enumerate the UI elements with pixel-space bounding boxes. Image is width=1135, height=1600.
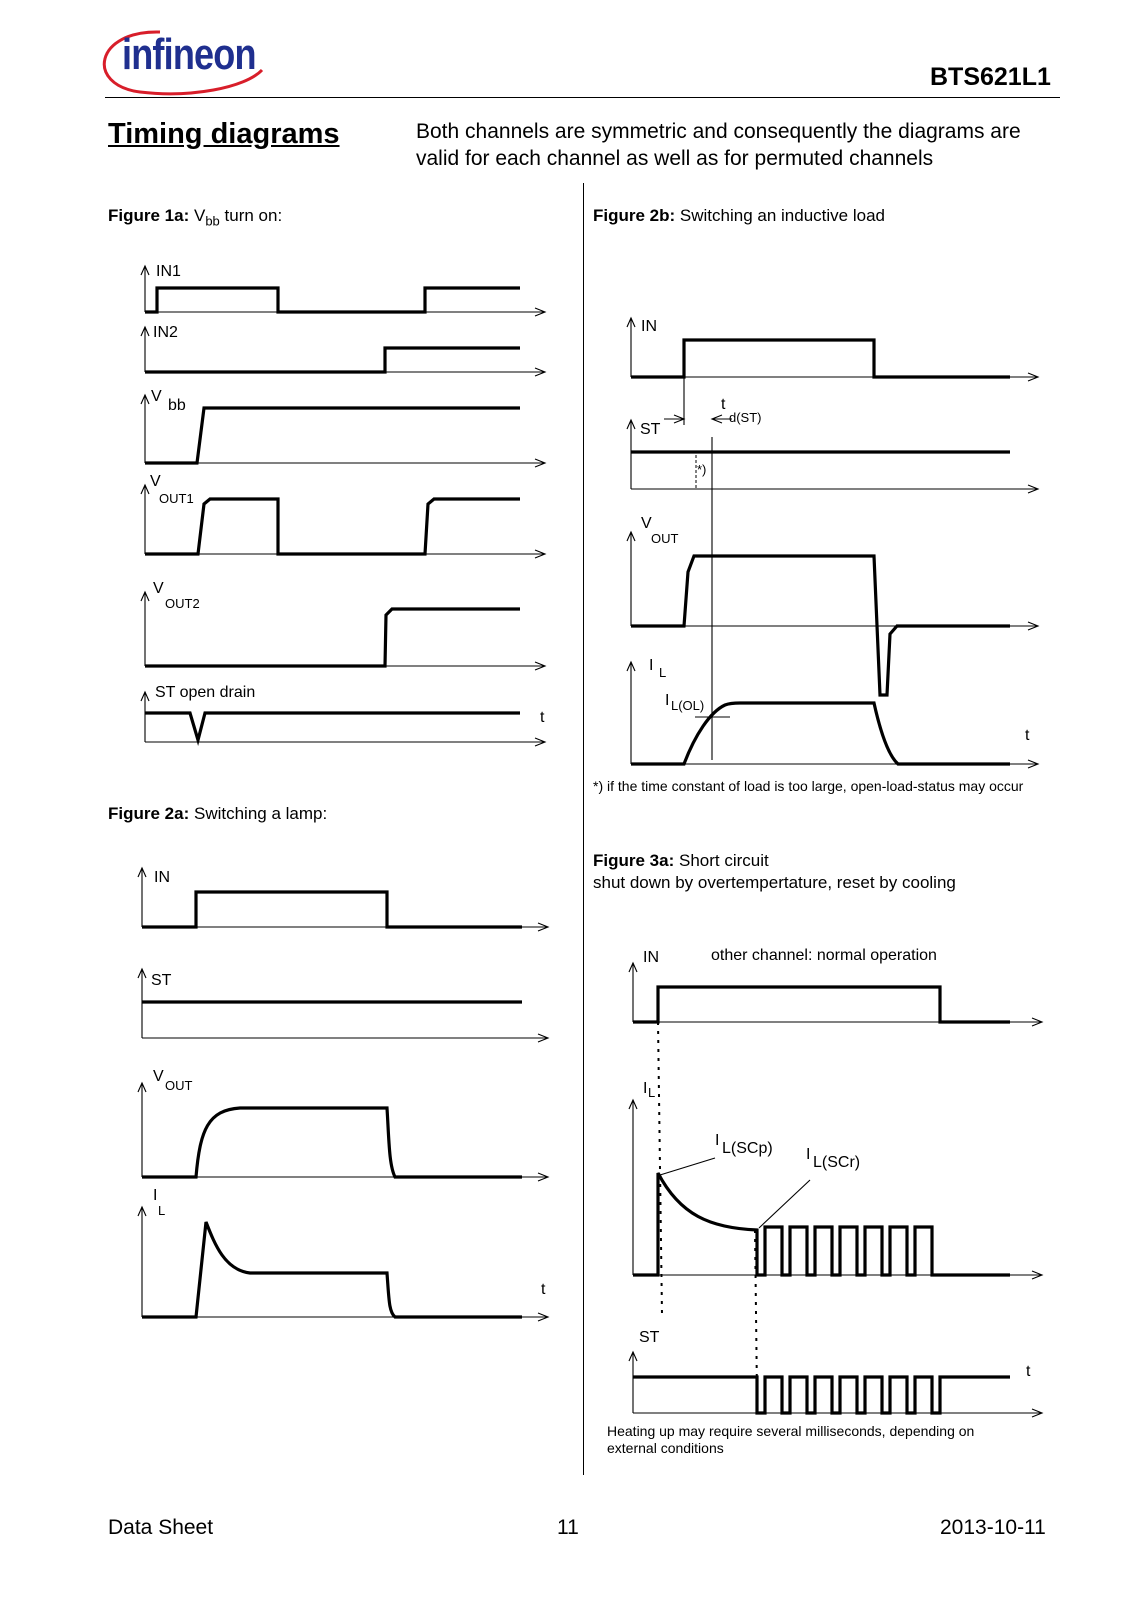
- fig2a-label-il: I: [153, 1187, 158, 1204]
- fig3a-label-ilscp: I: [715, 1132, 720, 1149]
- fig2b-label-st: ST: [640, 421, 661, 438]
- fig1a-label-t: t: [540, 709, 545, 726]
- fig3a-label-il: I: [643, 1080, 648, 1097]
- fig3a-caption-bold: Figure 3a:: [593, 851, 675, 870]
- fig1a-vbb-trace: [141, 388, 545, 467]
- fig1a-st-trace: [141, 684, 545, 746]
- fig1a-caption-v: V: [193, 206, 206, 225]
- company-logo: infineon: [122, 30, 256, 79]
- fig3a-st-trace: [629, 1329, 1042, 1417]
- fig2a-st-trace: [138, 969, 548, 1042]
- fig2b-label-td: t: [721, 396, 726, 413]
- fig1a-label-vbb: V: [151, 388, 162, 405]
- fig2b-st-trace: [627, 420, 1038, 493]
- fig2a-il-trace: [138, 1187, 548, 1321]
- fig3a-note: Heating up may require several milliseconds, depending on external conditions: [607, 1423, 975, 1456]
- fig3a-diagram: [629, 947, 1042, 1417]
- fig2b-label-il: I: [649, 657, 654, 674]
- fig3a-in-trace: [629, 947, 1042, 1026]
- fig1a-label-vout2-sub: OUT2: [165, 596, 200, 611]
- fig2a-in-trace: [138, 868, 548, 931]
- fig2a-label-il-sub: L: [158, 1203, 166, 1218]
- fig1a-label-vout1: V: [150, 473, 161, 490]
- fig2b-label-t: t: [1025, 727, 1030, 744]
- fig2b-label-td-sub: d(ST): [729, 410, 762, 425]
- fig2b-label-il-sub: L: [659, 665, 667, 680]
- footer-doc-type: Data Sheet: [108, 1516, 214, 1539]
- fig1a-label-vout1-sub: OUT1: [159, 491, 194, 506]
- document-id: BTS621L1: [930, 63, 1051, 91]
- fig3a-caption-line2: shut down by overtempertature, reset by cooling: [593, 873, 956, 892]
- fig2a-caption-bold: Figure 2a:: [108, 804, 190, 823]
- fig3a-label-il-sub: L: [648, 1085, 656, 1100]
- fig2a-diagram: [138, 868, 548, 1321]
- intro-text: Both channels are symmetric and consequently the diagrams are valid for each channel as well as for permuted channels: [416, 120, 1021, 170]
- fig2a-label-vout-sub: OUT: [165, 1078, 193, 1093]
- fig3a-il-trace: [629, 1080, 1042, 1279]
- fig2a-caption-rest: Switching a lamp:: [193, 804, 328, 823]
- fig2b-caption-rest: Switching an inductive load: [679, 206, 885, 225]
- fig1a-caption-rest: turn on:: [224, 206, 283, 225]
- fig2b-label-star: *): [697, 462, 707, 477]
- fig2b-vout-trace: [627, 515, 1038, 695]
- fig2a-label-t: t: [541, 1281, 546, 1298]
- page-title: Timing diagrams: [108, 118, 340, 150]
- footer-page-number: 11: [557, 1516, 579, 1539]
- fig2a-label-st: ST: [151, 972, 172, 989]
- fig1a-in1-trace: [141, 263, 545, 316]
- fig3a-label-st: ST: [639, 1329, 660, 1346]
- fig2a-label-vout: V: [153, 1068, 164, 1085]
- fig1a-label-st: ST open drain: [155, 684, 256, 701]
- fig1a-diagram: [141, 263, 545, 746]
- fig1a-vout2-trace: [141, 580, 545, 670]
- fig1a-caption-sub: bb: [205, 213, 220, 229]
- fig3a-label-ilscp-sub: L(SCp): [722, 1140, 773, 1157]
- fig1a-vout1-trace: [141, 473, 545, 558]
- fig3a-caption-rest: Short circuit: [678, 851, 769, 870]
- fig2b-in-trace: [627, 318, 1038, 381]
- fig3a-label-ilscr: I: [806, 1146, 811, 1163]
- fig2b-il-trace: [627, 657, 1038, 768]
- fig1a-label-vbb-sub: bb: [168, 397, 186, 414]
- fig1a-caption-bold: Figure 1a:: [108, 206, 190, 225]
- fig2b-label-vout-sub: OUT: [651, 531, 679, 546]
- fig1a-label-in1: IN1: [156, 263, 181, 280]
- fig1a-label-in2: IN2: [153, 324, 178, 341]
- fig2b-note: *) if the time constant of load is too large, open-load-status may occur: [593, 778, 1024, 794]
- fig2b-caption-bold: Figure 2b:: [593, 206, 676, 225]
- fig1a-label-vout2: V: [153, 580, 164, 597]
- footer-date: 2013-10-11: [940, 1516, 1046, 1539]
- fig3a-label-other: other channel: normal operation: [711, 947, 937, 964]
- fig2a-label-in: IN: [154, 869, 170, 886]
- fig2b-label-ilol: I: [665, 692, 670, 709]
- fig2b-label-in: IN: [641, 318, 657, 335]
- fig2b-diagram: [627, 318, 1038, 768]
- fig2b-label-vout: V: [641, 515, 652, 532]
- fig1a-in2-trace: [141, 324, 545, 376]
- fig3a-label-ilscr-sub: L(SCr): [813, 1154, 861, 1171]
- fig2a-vout-trace: [138, 1068, 548, 1181]
- fig3a-label-t: t: [1026, 1363, 1031, 1380]
- fig3a-label-in: IN: [643, 949, 659, 966]
- fig2b-label-ilol-sub: L(OL): [671, 698, 705, 713]
